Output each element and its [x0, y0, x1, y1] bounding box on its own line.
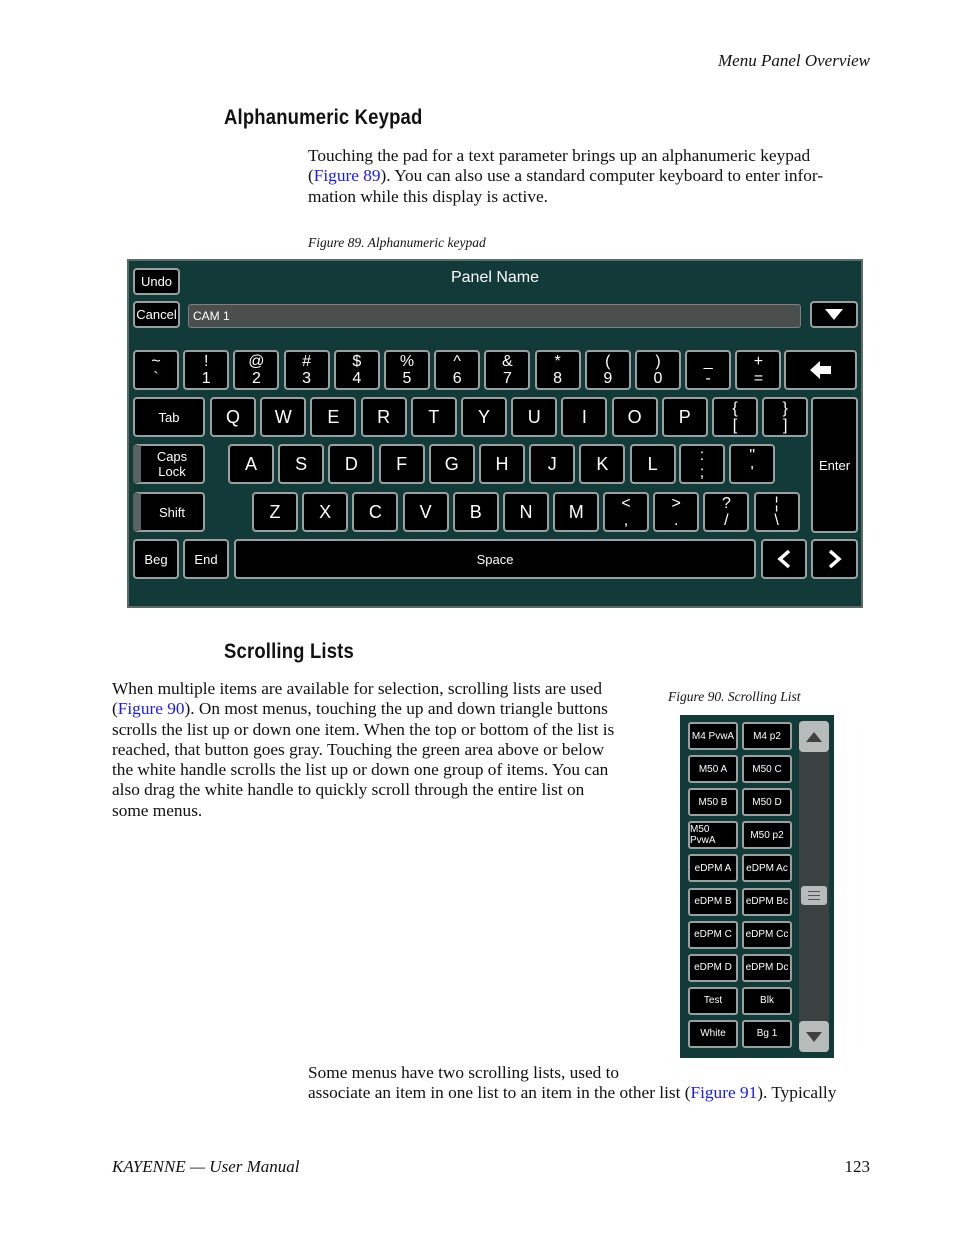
scroll-down-button[interactable]	[799, 1021, 829, 1052]
key-base-char: 1	[201, 370, 211, 387]
key-shift-char: @	[248, 353, 265, 370]
key-shift-char: *	[554, 353, 561, 370]
key-base-char: /	[724, 512, 729, 529]
key-base-char: 5	[402, 370, 412, 387]
key-base-char: 2	[251, 370, 261, 387]
backspace-key[interactable]	[784, 350, 857, 390]
section-heading-keypad: Alphanumeric Keypad	[224, 106, 423, 129]
key-shift-char: (	[605, 353, 611, 370]
chevron-left-icon	[777, 549, 791, 569]
key-shift-char: {	[732, 400, 738, 417]
para-text: ). On most menus, touching the up and down triangle buttons	[184, 699, 608, 719]
para-line: Some menus have two scrolling lists, used to	[308, 1063, 620, 1082]
key-p[interactable]: P	[662, 397, 708, 437]
list-item[interactable]: Test	[688, 987, 738, 1015]
key-shift-char: }	[782, 400, 788, 417]
key-sym[interactable]	[679, 444, 725, 484]
key-w[interactable]: W	[260, 397, 306, 437]
cursor-right-key[interactable]	[811, 539, 858, 579]
key-shift-char: #	[302, 353, 312, 370]
key-sym[interactable]	[729, 444, 775, 484]
key-u[interactable]: U	[511, 397, 557, 437]
list-item[interactable]: M50 D	[742, 788, 792, 816]
para-line	[308, 166, 870, 186]
backspace-arrow-icon	[810, 361, 832, 379]
figure-90-link[interactable]: Figure 90	[117, 699, 185, 719]
key-shift-char: <	[621, 495, 631, 512]
key-0[interactable]	[635, 350, 681, 390]
key-sym[interactable]	[703, 492, 749, 532]
key-e[interactable]: E	[310, 397, 356, 437]
panel-name-input[interactable]: CAM 1	[188, 304, 801, 328]
key-base-char: \	[774, 512, 779, 529]
chevron-right-icon	[828, 549, 842, 569]
key-shift-char: >	[671, 495, 681, 512]
triangle-up-icon	[806, 732, 822, 742]
key-5[interactable]	[384, 350, 430, 390]
key-=[interactable]	[735, 350, 781, 390]
key-base-char: =	[753, 370, 764, 387]
key-o[interactable]: O	[612, 397, 658, 437]
para-line: reached, that button goes gray. Touching the green area above or below	[112, 739, 605, 759]
key-h[interactable]: H	[479, 444, 525, 484]
key-3[interactable]	[284, 350, 330, 390]
key-9[interactable]	[585, 350, 631, 390]
para-line: the white handle scrolls the list up or down one group of items. You can	[112, 760, 609, 780]
list-item[interactable]: M50 p2	[742, 821, 792, 849]
cursor-left-key[interactable]	[761, 539, 807, 579]
keypad-paragraph	[308, 146, 870, 207]
list-item[interactable]: eDPM A	[688, 854, 738, 882]
list-item[interactable]: eDPM D	[688, 954, 738, 982]
para-line: also drag the white handle to quickly scroll through the entire list on	[112, 780, 585, 800]
list-item[interactable]: M50 PvwA	[688, 821, 738, 849]
para-line	[112, 699, 655, 719]
list-item[interactable]: eDPM Cc	[742, 921, 792, 949]
list-item[interactable]: Blk	[742, 987, 792, 1015]
para-line: some menus.	[112, 800, 203, 820]
key-y[interactable]: Y	[461, 397, 507, 437]
key-base-char: [	[732, 417, 738, 434]
scroll-up-button[interactable]	[799, 721, 829, 752]
key-sym[interactable]	[603, 492, 649, 532]
list-item[interactable]: White	[688, 1020, 738, 1048]
key-sym[interactable]	[754, 492, 800, 532]
list-item[interactable]: eDPM Dc	[742, 954, 792, 982]
key-shift-char: _	[703, 353, 713, 370]
list-item[interactable]: eDPM Ac	[742, 854, 792, 882]
key-shift-char: ¦	[774, 495, 779, 512]
para-line	[308, 1083, 870, 1103]
caps-lock-key[interactable]	[133, 444, 205, 484]
key-r[interactable]: R	[361, 397, 407, 437]
running-header: Menu Panel Overview	[718, 51, 870, 70]
scrolling-paragraph	[112, 679, 655, 821]
key-base-char: ;	[699, 464, 705, 481]
key-base-char: 6	[452, 370, 462, 387]
key-8[interactable]	[535, 350, 581, 390]
key-q[interactable]: Q	[210, 397, 256, 437]
list-item[interactable]: M4 p2	[742, 722, 792, 750]
footer-title: KAYENNE — User Manual	[112, 1157, 300, 1176]
key-1[interactable]	[183, 350, 229, 390]
key-shift-char: $	[352, 353, 362, 370]
list-item[interactable]: eDPM C	[688, 921, 738, 949]
undo-button[interactable]: Undo	[133, 268, 180, 295]
key-shift-char: ^	[453, 353, 461, 370]
key-base-char: `	[153, 370, 159, 387]
key-x[interactable]: X	[302, 492, 348, 532]
para-text: ). You can also use a standard computer keyboard to enter infor-	[380, 166, 824, 186]
triangle-down-icon	[806, 1032, 822, 1042]
page-number: 123	[844, 1157, 870, 1176]
key-m[interactable]: M	[553, 492, 599, 532]
para-line: scrolls the list up or down one item. When the top or bottom of the list is	[112, 719, 615, 739]
key-7[interactable]	[484, 350, 530, 390]
key-shift-char: !	[203, 353, 209, 370]
key-base-char: 4	[352, 370, 362, 387]
key-base-char: .	[673, 512, 679, 529]
figure-90-caption: Figure 90. Scrolling List	[668, 689, 801, 704]
figure-89-link[interactable]: Figure 89	[313, 166, 381, 186]
caps-label-1: Caps	[156, 449, 188, 464]
key-n[interactable]: N	[503, 492, 549, 532]
key-s[interactable]: S	[278, 444, 324, 484]
key-base-char: 8	[553, 370, 563, 387]
alphanumeric-keypad	[127, 259, 863, 608]
key-base-char: '	[750, 464, 754, 481]
key-base-char: -	[705, 370, 711, 387]
list-item[interactable]: eDPM Bc	[742, 888, 792, 916]
key-c[interactable]: C	[352, 492, 398, 532]
key-b[interactable]: B	[453, 492, 499, 532]
paren: (	[112, 699, 118, 719]
chevron-down-icon	[825, 309, 843, 320]
key-base-char: 7	[502, 370, 512, 387]
key-base-char: 9	[603, 370, 613, 387]
key-shift-char: ~	[151, 353, 161, 370]
space-key[interactable]: Space	[234, 539, 756, 579]
key-6[interactable]	[434, 350, 480, 390]
key-base-char: ]	[782, 417, 788, 434]
key-f[interactable]: F	[379, 444, 425, 484]
key-shift-char: :	[699, 447, 705, 464]
list-item[interactable]: Bg 1	[742, 1020, 792, 1048]
key-v[interactable]: V	[403, 492, 449, 532]
closing-paragraph	[308, 1063, 870, 1104]
key-4[interactable]	[334, 350, 380, 390]
shift-key[interactable]: Shift	[133, 492, 205, 532]
key-j[interactable]: J	[529, 444, 575, 484]
tab-key[interactable]: Tab	[133, 397, 205, 437]
key-t[interactable]: T	[411, 397, 457, 437]
key-g[interactable]: G	[429, 444, 475, 484]
key-shift-char: )	[655, 353, 661, 370]
key-sym[interactable]	[762, 397, 808, 437]
key-base-char: 0	[653, 370, 663, 387]
key--[interactable]	[685, 350, 731, 390]
scrollbar[interactable]	[799, 721, 829, 1052]
key-shift-char: &	[502, 353, 513, 370]
scroll-handle[interactable]	[801, 886, 827, 905]
key-shift-char: +	[753, 353, 764, 370]
scrolling-list	[680, 715, 834, 1058]
key-2[interactable]	[233, 350, 279, 390]
list-item[interactable]: M50 A	[688, 755, 738, 783]
figure-89-caption: Figure 89. Alphanumeric keypad	[308, 235, 486, 250]
key-z[interactable]: Z	[252, 492, 298, 532]
key-shift-char: ?	[721, 495, 731, 512]
section-heading-scrolling: Scrolling Lists	[224, 640, 354, 663]
para-line: Touching the pad for a text parameter brings up an alphanumeric keypad	[308, 146, 811, 165]
cancel-button[interactable]: Cancel	[133, 301, 180, 328]
key-sym[interactable]	[653, 492, 699, 532]
figure-91-link[interactable]: Figure 91	[690, 1083, 758, 1103]
panel-name-title: Panel Name	[450, 269, 540, 286]
list-item[interactable]: eDPM B	[688, 888, 738, 916]
list-item[interactable]: M50 B	[688, 788, 738, 816]
key-a[interactable]: A	[228, 444, 274, 484]
caps-label-2: Lock	[158, 464, 186, 479]
para-text: associate an item in one list to an item in the other list (	[308, 1083, 691, 1103]
key-shift-char: "	[749, 447, 756, 464]
beg-key[interactable]: Beg	[133, 539, 179, 579]
para-text: ). Typically	[757, 1083, 837, 1103]
key-sym[interactable]	[712, 397, 758, 437]
key-base-char: ,	[623, 512, 629, 529]
list-item[interactable]: M50 C	[742, 755, 792, 783]
list-item[interactable]: M4 PvwA	[688, 722, 738, 750]
key-d[interactable]: D	[328, 444, 374, 484]
key-k[interactable]: K	[579, 444, 625, 484]
dropdown-button[interactable]	[810, 301, 858, 328]
key-`[interactable]	[133, 350, 179, 390]
paren: (	[308, 166, 314, 186]
para-line: When multiple items are available for selection, scrolling lists are used	[112, 679, 602, 698]
para-line: mation while this display is active.	[308, 186, 548, 206]
key-base-char: 3	[302, 370, 312, 387]
key-i[interactable]: I	[561, 397, 607, 437]
grip-icon	[808, 891, 820, 900]
key-shift-char: %	[399, 353, 415, 370]
enter-key[interactable]: Enter	[811, 397, 858, 533]
end-key[interactable]: End	[183, 539, 229, 579]
key-l[interactable]: L	[630, 444, 676, 484]
